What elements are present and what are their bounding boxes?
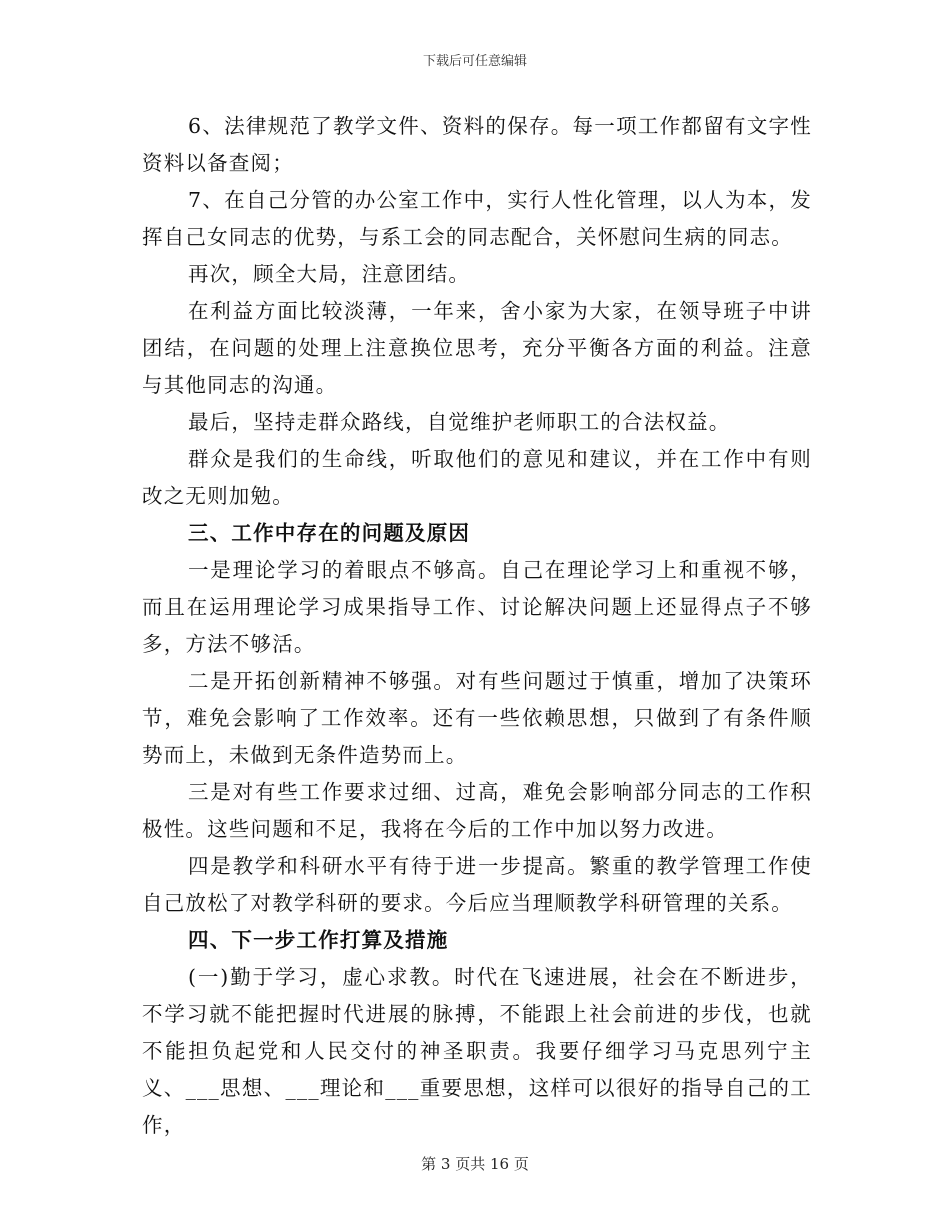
section-heading: 三、工作中存在的问题及原因: [188, 521, 471, 545]
paragraph: (一)勤于学习，虚心求教。时代在飞速进展，社会在不断进步，不学习就不能把握时代进展的脉搏，不能跟上社会前进的步伐，也就不能担负起党和人民交付的神圣职责。我要仔细学习马克思列宁主义、___思想、___理论和___重要思想，这样可以很好的指导自己的工作，: [142, 965, 812, 1137]
paragraph: 三是对有些工作要求过细、过高，难免会影响部分同志的工作积极性。这些问题和不足，我将在今后的工作中加以努力改进。: [142, 780, 812, 841]
paragraph: 二是开拓创新精神不够强。对有些问题过于慎重，增加了决策环节，难免会影响了工作效率。还有一些依赖思想，只做到了有条件顺势而上，未做到无条件造势而上。: [142, 669, 812, 767]
paragraph: 最后，坚持走群众路线，自觉维护老师职工的合法权益。: [188, 410, 731, 434]
page-number-footer: 第 3 页共 16 页: [421, 1155, 529, 1173]
paragraph: 四是教学和科研水平有待于进一步提高。繁重的教学管理工作使自己放松了对教学科研的要求。今后应当理顺教学科研管理的关系。: [142, 854, 812, 915]
page-header-note: 下载后可任意编辑: [422, 54, 527, 69]
paragraph: 群众是我们的生命线，听取他们的意见和建议，并在工作中有则改之无则加勉。: [142, 447, 812, 508]
paragraph: 在利益方面比较淡薄，一年来，舍小家为大家，在领导班子中讲团结，在问题的处理上注意换位思考，充分平衡各方面的利益。注意与其他同志的沟通。: [142, 299, 812, 397]
section-heading: 四、下一步工作打算及措施: [188, 928, 449, 952]
paragraph: 7、在自己分管的办公室工作中，实行人性化管理，以人为本，发挥自己女同志的优势，与系工会的同志配合，关怀慰问生病的同志。: [142, 188, 812, 249]
paragraph: 6、法律规范了教学文件、资料的保存。每一项工作都留有文字性资料以备查阅；: [142, 114, 812, 175]
document-body: [142, 108, 812, 1144]
paragraph: 再次，顾全大局，注意团结。: [188, 262, 471, 286]
paragraph: 一是理论学习的着眼点不够高。自己在理论学习上和重视不够，而且在运用理论学习成果指导工作、讨论解决问题上还显得点子不够多，方法不够活。: [142, 558, 812, 656]
